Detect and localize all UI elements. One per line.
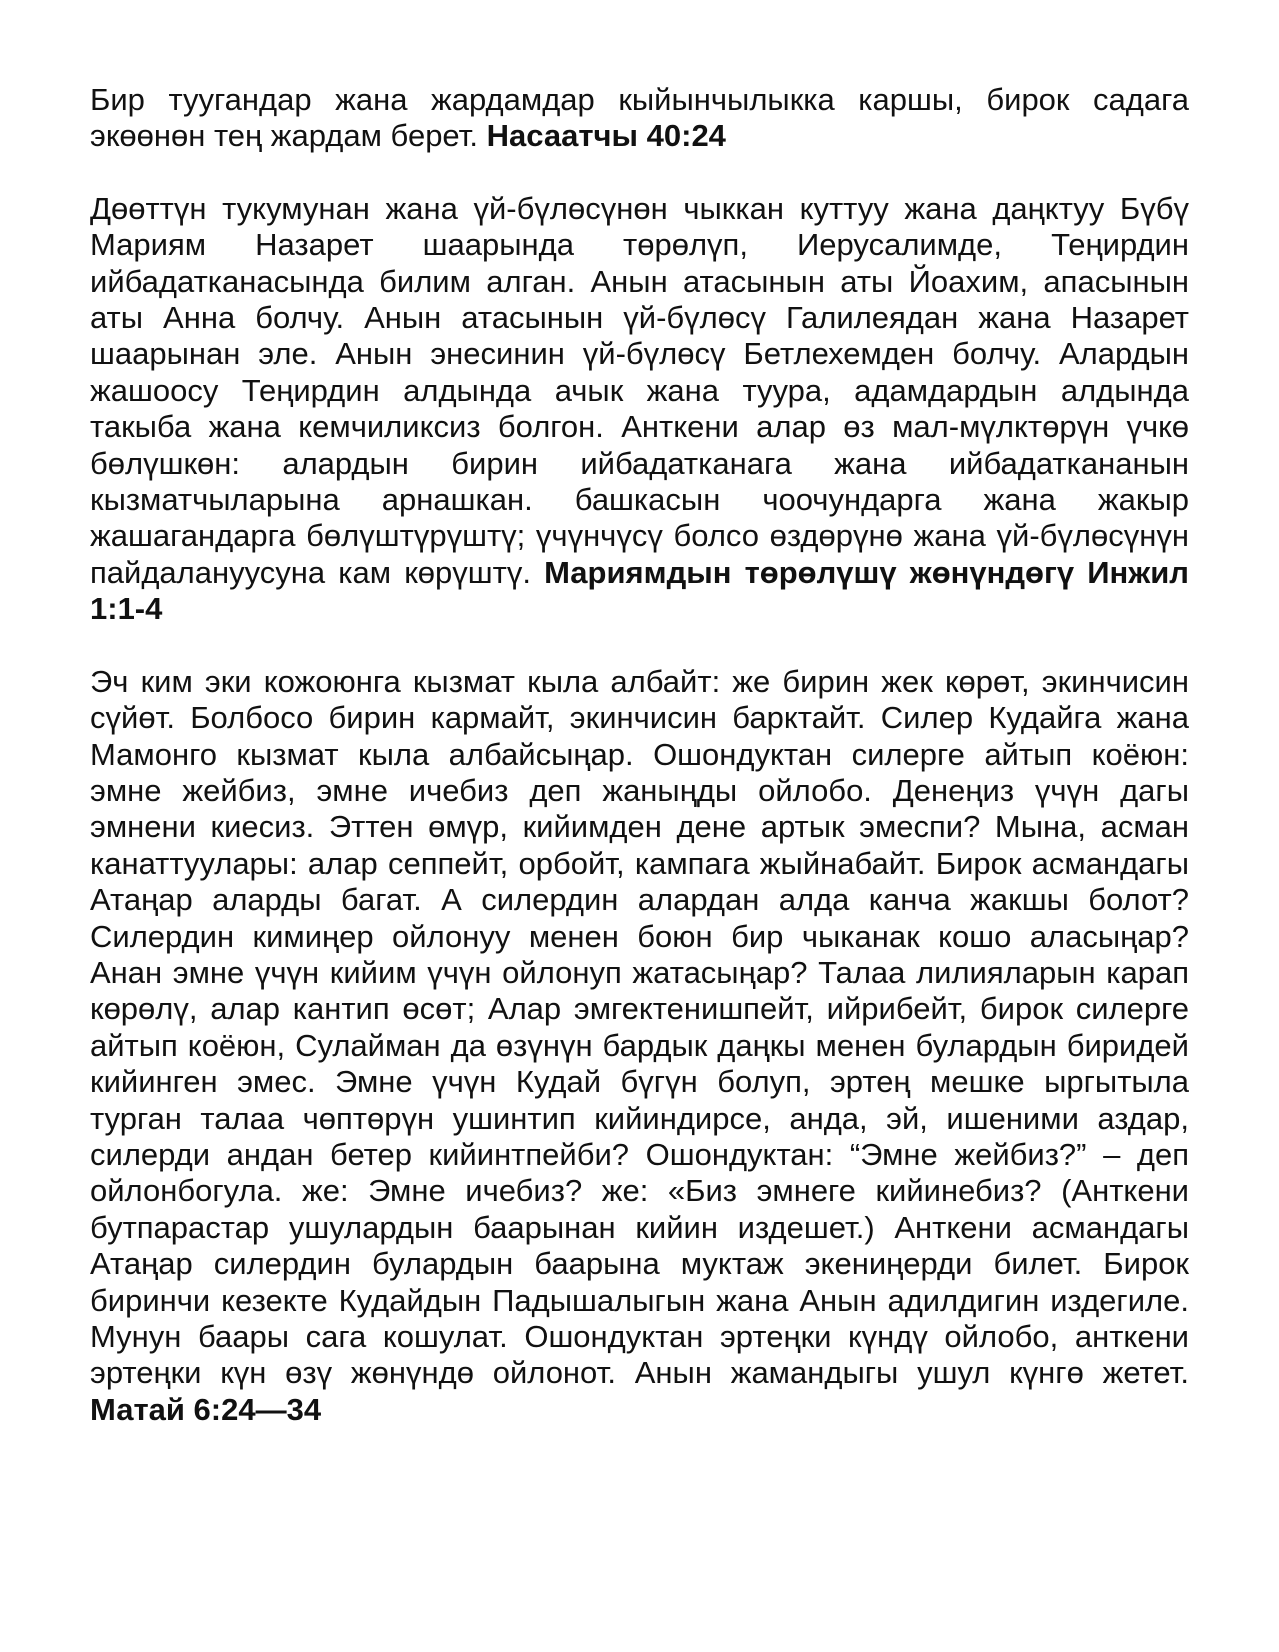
scripture-reference: Мариямдын төрөлүшү жөнүндөгү Инжил 1:1-4 (90, 554, 1189, 627)
paragraph-text: Эч ким эки кожоюнга кызмат кыла албайт: же бирин жек көрөт, экинчисин сүйөт. Болбосо бирин кармайт, экинчисин барктайт. Силер Кудайга жана Мамонго кызмат кыла албайсыңар. Ошондуктан силерге айтып коёюн: эмне жейбиз, эмне ичебиз деп жаныңды ойлобо. Денеңиз үчүн дагы эмнени киесиз. Эттен өмүр, кийимден дене артык эмеспи? Мына, асман канаттуулары: алар сеппейт, орбойт, кампага жыйнабайт. Бирок асмандагы Атаңар аларды багат. А силердин алардан алда канча жакшы болот? Силердин кимиңер ойлонуу менен боюн бир чыканак кошо аласыңар? Анан эмне үчүн кийим үчүн ойлонуп жатасыңар? Талаа лилияларын карап көрөлү, алар кантип өсөт; Алар эмгектенишпейт, ийрибейт, бирок силерге айтып коёюн, Сулайман да өзүнүн бардык даңкы менен булардын биридей кийинген эмес. Эмне үчүн Кудай бүгүн болуп, эртең мешке ыргытыла турган талаа чөптөрүн ушинтип кийиндирсе, анда, эй, ишеними аздар, силерди андан бетер кийинтпейби? Ошондуктан: “Эмне жейбиз?” – деп ойлонбогула. же: Эмне ичебиз? же: «Биз эмнеге кийинебиз? (Анткени бутпарастар ушулардын баарынан кийин издешет.) Анткени асмандагы Атаңар силердин булардын баарына муктаж экениңерди билет. Бирок биринчи кезекте Кудайдын Падышалыгын жана Анын адилдигин издегиле. Мунун баары сага кошулат. Ошондуктан эртеңки күндү ойлобо, анткени эртеңки күн өзү жөнүндө ойлонот. Анын жамандыгы ушул күнгө жетет. (90, 663, 1189, 1391)
scripture-reference: Матай 6:24—34 (90, 1391, 322, 1427)
paragraph-text: Бир туугандар жана жардамдар кыйынчылыкка каршы, бирок садага экөөнөн тең жардам берет. (90, 82, 1189, 154)
scripture-reference: Насаатчы 40:24 (486, 118, 726, 154)
paragraph-proverb (90, 82, 1189, 155)
paragraph-text: Дөөттүн тукумунан жана үй-бүлөсүнөн чыккан куттуу жана даңктуу Бүбү Мариям Назарет шаарында төрөлүп, Иерусалимде, Теңирдин ийбадатканасында билим алган. Анын атасынын аты Йоахим, апасынын аты Анна болчу. Анын атасынын үй-бүлөсү Галилеядан жана Назарет шаарынан эле. Анын энесинин үй-бүлөсү Бетлехемден болчу. Алардын жашоосу Теңирдин алдында ачык жана туура, адамдардын алдында такыба жана кемчиликсиз болгон. Анткени алар өз мал-мүлктөрүн үчкө бөлүшкөн: алардын бирин ийбадатканага жана ийбадаткананын кызматчыларына арнашкан. башкасын чоочундарга жана жакыр жашагандарга бөлүштүрүштү; үчүнчүсү болсо өздөрүнө жана үй-бүлөсүнүн пайдалануусуна кам көрүштү. (90, 190, 1189, 590)
paragraph-matthew (90, 664, 1189, 1429)
paragraph-mary-birth (90, 191, 1189, 628)
document-page (90, 82, 1189, 1464)
